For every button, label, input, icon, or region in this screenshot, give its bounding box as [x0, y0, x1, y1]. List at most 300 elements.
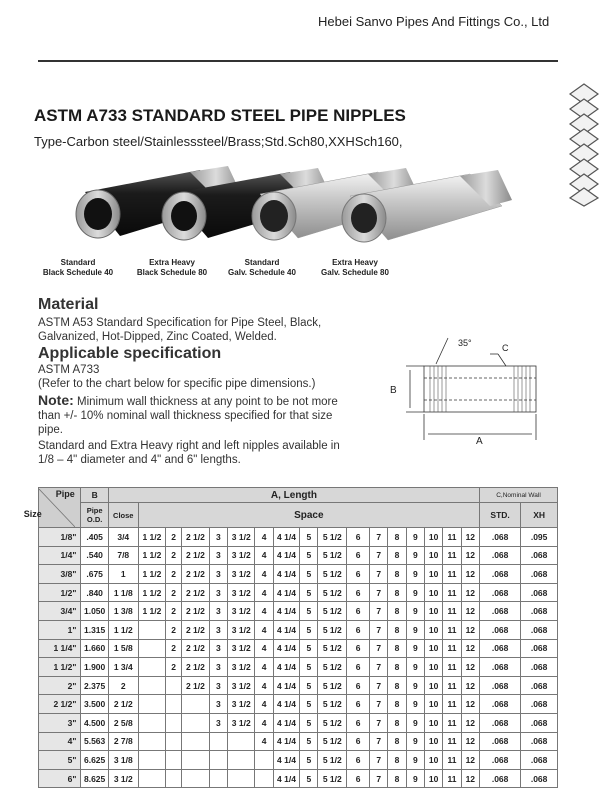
table-cell: 4 1/4: [273, 620, 299, 639]
table-cell: 5: [300, 658, 318, 677]
table-cell: 11: [443, 732, 461, 751]
table-cell: 10: [425, 732, 443, 751]
table-cell: 9: [406, 528, 424, 547]
table-cell: 11: [443, 602, 461, 621]
table-cell: 3 1/2: [108, 769, 138, 788]
table-row: [39, 713, 558, 732]
table-cell: 1/8": [39, 528, 81, 547]
table-cell: 11: [443, 676, 461, 695]
table-cell: 2: [108, 676, 138, 695]
table-cell: 4": [39, 732, 81, 751]
table-cell: .068: [479, 639, 520, 658]
table-cell: 6: [347, 639, 370, 658]
table-cell: 8: [388, 713, 406, 732]
table-cell: 9: [406, 546, 424, 565]
table-cell: 3/8": [39, 565, 81, 584]
table-cell: 11: [443, 620, 461, 639]
table-cell: 5: [300, 732, 318, 751]
table-cell: 11: [443, 658, 461, 677]
caption-line: Extra Heavy: [332, 258, 378, 267]
table-cell: 2 1/2: [182, 676, 209, 695]
table-cell: 12: [461, 695, 479, 714]
table-cell: [138, 732, 165, 751]
table-cell: 10: [425, 583, 443, 602]
table-cell: 3: [209, 658, 227, 677]
table-cell: 5 1/2: [318, 676, 347, 695]
table-cell: 3: [209, 676, 227, 695]
table-cell: 7: [370, 528, 388, 547]
table-cell: 4 1/4: [273, 751, 299, 770]
table-cell: 6: [347, 546, 370, 565]
table-cell: 5: [300, 639, 318, 658]
table-row: [39, 658, 558, 677]
table-cell: 2: [166, 602, 182, 621]
table-cell: 11: [443, 528, 461, 547]
material-text: ASTM A53 Standard Specification for Pipe Steel, Black, Galvanized, Hot-Dipped, Zinc Coated, Welded.: [38, 317, 322, 343]
table-cell: 3 1/2: [227, 658, 254, 677]
table-cell: 5: [300, 620, 318, 639]
table-cell: 5 1/2: [318, 546, 347, 565]
nominal-wall-header: C,Nominal Wall: [479, 488, 557, 503]
table-cell: 2 1/2: [182, 528, 209, 547]
table-cell: 3 1/2: [227, 528, 254, 547]
table-cell: 2 7/8: [108, 732, 138, 751]
table-cell: 12: [461, 676, 479, 695]
table-cell: 1 1/2: [138, 565, 165, 584]
table-cell: 7: [370, 620, 388, 639]
table-cell: 1 1/4": [39, 639, 81, 658]
table-row: [39, 602, 558, 621]
table-cell: 3 1/2: [227, 602, 254, 621]
table-cell: 9: [406, 769, 424, 788]
table-cell: 7: [370, 751, 388, 770]
table-cell: 4: [255, 565, 273, 584]
table-cell: .068: [479, 769, 520, 788]
table-cell: 3: [209, 546, 227, 565]
table-cell: 5 1/2: [318, 639, 347, 658]
caption-line: Black Schedule 80: [136, 268, 208, 277]
table-cell: 10: [425, 639, 443, 658]
table-cell: 1/2": [39, 583, 81, 602]
table-cell: 6: [347, 602, 370, 621]
table-cell: 12: [461, 528, 479, 547]
table-cell: 4 1/4: [273, 546, 299, 565]
table-cell: 8: [388, 546, 406, 565]
table-cell: 1 1/2: [138, 528, 165, 547]
table-cell: 10: [425, 658, 443, 677]
note-label: Note:: [38, 392, 74, 408]
applicable-heading: Applicable specification: [38, 345, 222, 362]
applicable-line2: (Refer to the chart below for specific pipe dimensions.): [38, 378, 316, 390]
table-cell: 4: [255, 583, 273, 602]
table-cell: .068: [521, 546, 558, 565]
table-cell: 3: [209, 695, 227, 714]
table-cell: 5 1/2: [318, 583, 347, 602]
table-cell: 11: [443, 769, 461, 788]
table-cell: 4 1/4: [273, 583, 299, 602]
nipple-dimension-table: [23, 487, 558, 788]
table-cell: 4 1/4: [273, 713, 299, 732]
table-cell: 4: [255, 528, 273, 547]
table-row: [39, 620, 558, 639]
table-cell: [138, 639, 165, 658]
table-cell: [138, 751, 165, 770]
table-cell: .068: [479, 583, 520, 602]
table-row: [39, 751, 558, 770]
table-cell: [166, 695, 182, 714]
drawing-b-label: B: [390, 385, 397, 396]
table-cell: 6: [347, 732, 370, 751]
table-cell: 7: [370, 713, 388, 732]
table-cell: 3: [209, 620, 227, 639]
table-cell: 4 1/4: [273, 528, 299, 547]
table-cell: 3 1/2: [227, 713, 254, 732]
table-cell: 7: [370, 602, 388, 621]
table-cell: [182, 769, 209, 788]
table-cell: 2 1/2: [182, 602, 209, 621]
table-cell: 2: [166, 528, 182, 547]
table-cell: 10: [425, 620, 443, 639]
table-cell: 9: [406, 602, 424, 621]
table-cell: 3 1/2: [227, 565, 254, 584]
table-row: [39, 583, 558, 602]
table-row: [39, 732, 558, 751]
material-heading: Material: [38, 296, 99, 313]
table-cell: 5.563: [81, 732, 108, 751]
caption-line: Standard: [60, 258, 96, 267]
table-cell: [255, 769, 273, 788]
table-cell: [166, 713, 182, 732]
table-cell: 4: [255, 620, 273, 639]
pipe-header-label: Pipe: [55, 488, 75, 499]
table-cell: [209, 769, 227, 788]
table-cell: 9: [406, 732, 424, 751]
table-cell: 4: [255, 713, 273, 732]
table-cell: 5: [300, 528, 318, 547]
table-cell: 1.050: [81, 602, 108, 621]
space-header: Space: [138, 503, 479, 528]
table-cell: [209, 732, 227, 751]
table-cell: 7: [370, 565, 388, 584]
table-cell: 2: [166, 565, 182, 584]
table-cell: .068: [521, 639, 558, 658]
table-cell: .540: [81, 546, 108, 565]
table-cell: 10: [425, 769, 443, 788]
table-cell: 6.625: [81, 751, 108, 770]
a-length-header: A, Length: [108, 488, 479, 503]
table-cell: 1.315: [81, 620, 108, 639]
table-cell: 4 1/4: [273, 639, 299, 658]
table-cell: 1 1/2: [108, 620, 138, 639]
table-cell: .068: [479, 546, 520, 565]
table-cell: .068: [479, 602, 520, 621]
table-cell: 4 1/4: [273, 732, 299, 751]
table-cell: 8: [388, 639, 406, 658]
table-cell: [138, 658, 165, 677]
table-row: [39, 639, 558, 658]
table-cell: .068: [479, 565, 520, 584]
table-cell: [182, 695, 209, 714]
table-cell: 5: [300, 769, 318, 788]
caption-black-sch40: [38, 258, 118, 278]
table-cell: 8: [388, 732, 406, 751]
table-cell: 4: [255, 546, 273, 565]
table-cell: 3: [209, 639, 227, 658]
table-cell: 2 5/8: [108, 713, 138, 732]
table-cell: 6: [347, 658, 370, 677]
table-cell: 2 1/2: [182, 546, 209, 565]
table-cell: 5 1/2: [318, 769, 347, 788]
table-cell: 12: [461, 565, 479, 584]
table-cell: 1 3/8: [108, 602, 138, 621]
table-cell: .068: [521, 620, 558, 639]
table-cell: 9: [406, 658, 424, 677]
table-cell: .068: [521, 583, 558, 602]
table-cell: 9: [406, 639, 424, 658]
table-cell: 2: [166, 583, 182, 602]
table-cell: 10: [425, 676, 443, 695]
table-cell: .068: [521, 751, 558, 770]
table-cell: 12: [461, 769, 479, 788]
table-cell: 5: [300, 695, 318, 714]
page-subtitle: Type-Carbon steel/Stainlesssteel/Brass;Std.Sch80,XXHSch160,: [34, 134, 403, 149]
table-cell: [209, 751, 227, 770]
table-cell: 6: [347, 565, 370, 584]
table-cell: 8: [388, 769, 406, 788]
table-cell: 10: [425, 713, 443, 732]
caption-line: Galv. Schedule 40: [228, 268, 296, 277]
table-cell: 4: [255, 676, 273, 695]
table-cell: 5 1/2: [318, 565, 347, 584]
table-cell: [227, 769, 254, 788]
table-cell: 3.500: [81, 695, 108, 714]
table-cell: 5: [300, 751, 318, 770]
table-cell: .068: [479, 658, 520, 677]
table-cell: 4.500: [81, 713, 108, 732]
table-cell: [166, 732, 182, 751]
table-cell: .068: [521, 602, 558, 621]
table-cell: 1": [39, 620, 81, 639]
table-cell: 4: [255, 695, 273, 714]
table-cell: 7/8: [108, 546, 138, 565]
applicable-line1: ASTM A733: [38, 364, 100, 376]
table-cell: 6: [347, 751, 370, 770]
table-cell: .068: [521, 713, 558, 732]
header-divider: [38, 60, 558, 62]
drawing-c-label: C: [502, 343, 509, 353]
decorative-diamonds-icon: [568, 82, 600, 208]
caption-line: Extra Heavy: [149, 258, 195, 267]
table-cell: 5 1/2: [318, 751, 347, 770]
table-cell: 6": [39, 769, 81, 788]
table-cell: 5: [300, 602, 318, 621]
table-cell: .405: [81, 528, 108, 547]
table-cell: 5 1/2: [318, 528, 347, 547]
table-cell: 11: [443, 546, 461, 565]
table-cell: 4 1/4: [273, 602, 299, 621]
table-cell: .068: [479, 695, 520, 714]
table-cell: 2 1/2: [182, 658, 209, 677]
table-cell: .675: [81, 565, 108, 584]
table-row: [39, 676, 558, 695]
pipe-od-header: Pipe O.D.: [81, 503, 108, 528]
table-cell: 5: [300, 713, 318, 732]
table-cell: 7: [370, 769, 388, 788]
table-cell: 10: [425, 695, 443, 714]
table-cell: 5 1/2: [318, 695, 347, 714]
table-cell: 8: [388, 583, 406, 602]
table-cell: 4 1/4: [273, 769, 299, 788]
table-cell: 3/4": [39, 602, 81, 621]
pipe-nipples-photo: [60, 162, 530, 258]
table-cell: 3 1/8: [108, 751, 138, 770]
table-cell: [138, 713, 165, 732]
table-cell: [166, 751, 182, 770]
table-cell: 8: [388, 676, 406, 695]
table-cell: 3: [209, 583, 227, 602]
table-cell: 3: [209, 565, 227, 584]
table-cell: 11: [443, 751, 461, 770]
note-text: Minimum wall thickness at any point to be not more than +/- 10% nominal wall thickness specified for that size pipe.: [38, 396, 338, 436]
table-cell: [166, 676, 182, 695]
table-cell: 12: [461, 713, 479, 732]
table-cell: 10: [425, 546, 443, 565]
table-cell: 10: [425, 528, 443, 547]
caption-galv-sch80: [315, 258, 395, 278]
table-cell: 3 1/2: [227, 695, 254, 714]
table-cell: 9: [406, 713, 424, 732]
table-cell: .068: [479, 528, 520, 547]
table-cell: 4 1/4: [273, 676, 299, 695]
table-cell: 5 1/2: [318, 602, 347, 621]
table-cell: 3 1/2: [227, 583, 254, 602]
table-cell: 1/4": [39, 546, 81, 565]
table-cell: .068: [521, 769, 558, 788]
table-cell: 5 1/2: [318, 658, 347, 677]
table-cell: 2: [166, 639, 182, 658]
table-cell: .095: [521, 528, 558, 547]
table-cell: 3/4: [108, 528, 138, 547]
drawing-angle-label: 35°: [458, 338, 472, 348]
table-cell: 2.375: [81, 676, 108, 695]
table-cell: 2: [166, 546, 182, 565]
table-cell: 6: [347, 695, 370, 714]
table-cell: 5: [300, 676, 318, 695]
table-cell: 1 1/2": [39, 658, 81, 677]
table-cell: 3: [209, 528, 227, 547]
caption-black-sch80: [132, 258, 212, 278]
table-cell: 9: [406, 751, 424, 770]
table-cell: [138, 769, 165, 788]
table-cell: [227, 751, 254, 770]
note-block: [38, 393, 358, 437]
caption-line: Black Schedule 40: [42, 268, 114, 277]
table-cell: .068: [479, 713, 520, 732]
table-cell: 1 1/2: [138, 546, 165, 565]
table-cell: 5: [300, 583, 318, 602]
table-row: [39, 769, 558, 788]
table-cell: 8: [388, 528, 406, 547]
table-cell: 12: [461, 602, 479, 621]
company-name: Hebei Sanvo Pipes And Fittings Co., Ltd: [318, 14, 550, 29]
table-cell: 3 1/2: [227, 620, 254, 639]
table-cell: 4: [255, 639, 273, 658]
table-cell: 8: [388, 565, 406, 584]
table-cell: 8: [388, 658, 406, 677]
table-cell: 1 1/2: [138, 583, 165, 602]
table-cell: 1 5/8: [108, 639, 138, 658]
table-cell: 9: [406, 565, 424, 584]
table-cell: 2 1/2: [182, 620, 209, 639]
table-cell: 2 1/2": [39, 695, 81, 714]
note-text2: Standard and Extra Heavy right and left nipples available in 1/8 – 4" diameter and 4" and 6" lengths.: [38, 440, 340, 466]
table-cell: .068: [479, 620, 520, 639]
table-cell: [166, 769, 182, 788]
table-cell: 3: [209, 713, 227, 732]
std-header: STD.: [479, 503, 520, 528]
table-cell: .068: [479, 751, 520, 770]
table-cell: 7: [370, 732, 388, 751]
table-cell: 1 1/8: [108, 583, 138, 602]
table-cell: .068: [521, 732, 558, 751]
table-cell: 11: [443, 713, 461, 732]
table-cell: 4: [255, 658, 273, 677]
table-cell: 10: [425, 751, 443, 770]
table-cell: 11: [443, 565, 461, 584]
table-cell: 6: [347, 769, 370, 788]
table-cell: [138, 695, 165, 714]
table-cell: 12: [461, 639, 479, 658]
table-cell: 5: [300, 546, 318, 565]
table-cell: .068: [479, 732, 520, 751]
table-cell: 5 1/2: [318, 732, 347, 751]
table-cell: 11: [443, 639, 461, 658]
table-cell: 9: [406, 620, 424, 639]
caption-line: Standard: [244, 258, 280, 267]
table-cell: 7: [370, 583, 388, 602]
table-cell: 10: [425, 565, 443, 584]
table-cell: [182, 751, 209, 770]
table-cell: [182, 713, 209, 732]
table-cell: 4 1/4: [273, 565, 299, 584]
table-cell: .068: [521, 676, 558, 695]
table-cell: 12: [461, 620, 479, 639]
page-title: ASTM A733 STANDARD STEEL PIPE NIPPLES: [34, 106, 406, 125]
table-cell: [138, 676, 165, 695]
drawing-a-label: A: [476, 436, 483, 447]
table-cell: 1 1/2: [138, 602, 165, 621]
table-cell: 8.625: [81, 769, 108, 788]
table-cell: 1 3/4: [108, 658, 138, 677]
table-cell: 8: [388, 620, 406, 639]
table-row: [39, 528, 558, 547]
table-cell: 3 1/2: [227, 676, 254, 695]
table-cell: 2: [166, 658, 182, 677]
table-cell: 9: [406, 676, 424, 695]
table-cell: 7: [370, 658, 388, 677]
table-cell: 12: [461, 546, 479, 565]
table-cell: 8: [388, 751, 406, 770]
table-cell: 12: [461, 751, 479, 770]
table-cell: 7: [370, 639, 388, 658]
table-cell: 4 1/4: [273, 695, 299, 714]
table-cell: 11: [443, 583, 461, 602]
table-cell: 12: [461, 658, 479, 677]
pipe-nipple-drawing: [386, 330, 566, 448]
table-cell: .068: [521, 658, 558, 677]
table-cell: 10: [425, 602, 443, 621]
table-cell: 3 1/2: [227, 546, 254, 565]
